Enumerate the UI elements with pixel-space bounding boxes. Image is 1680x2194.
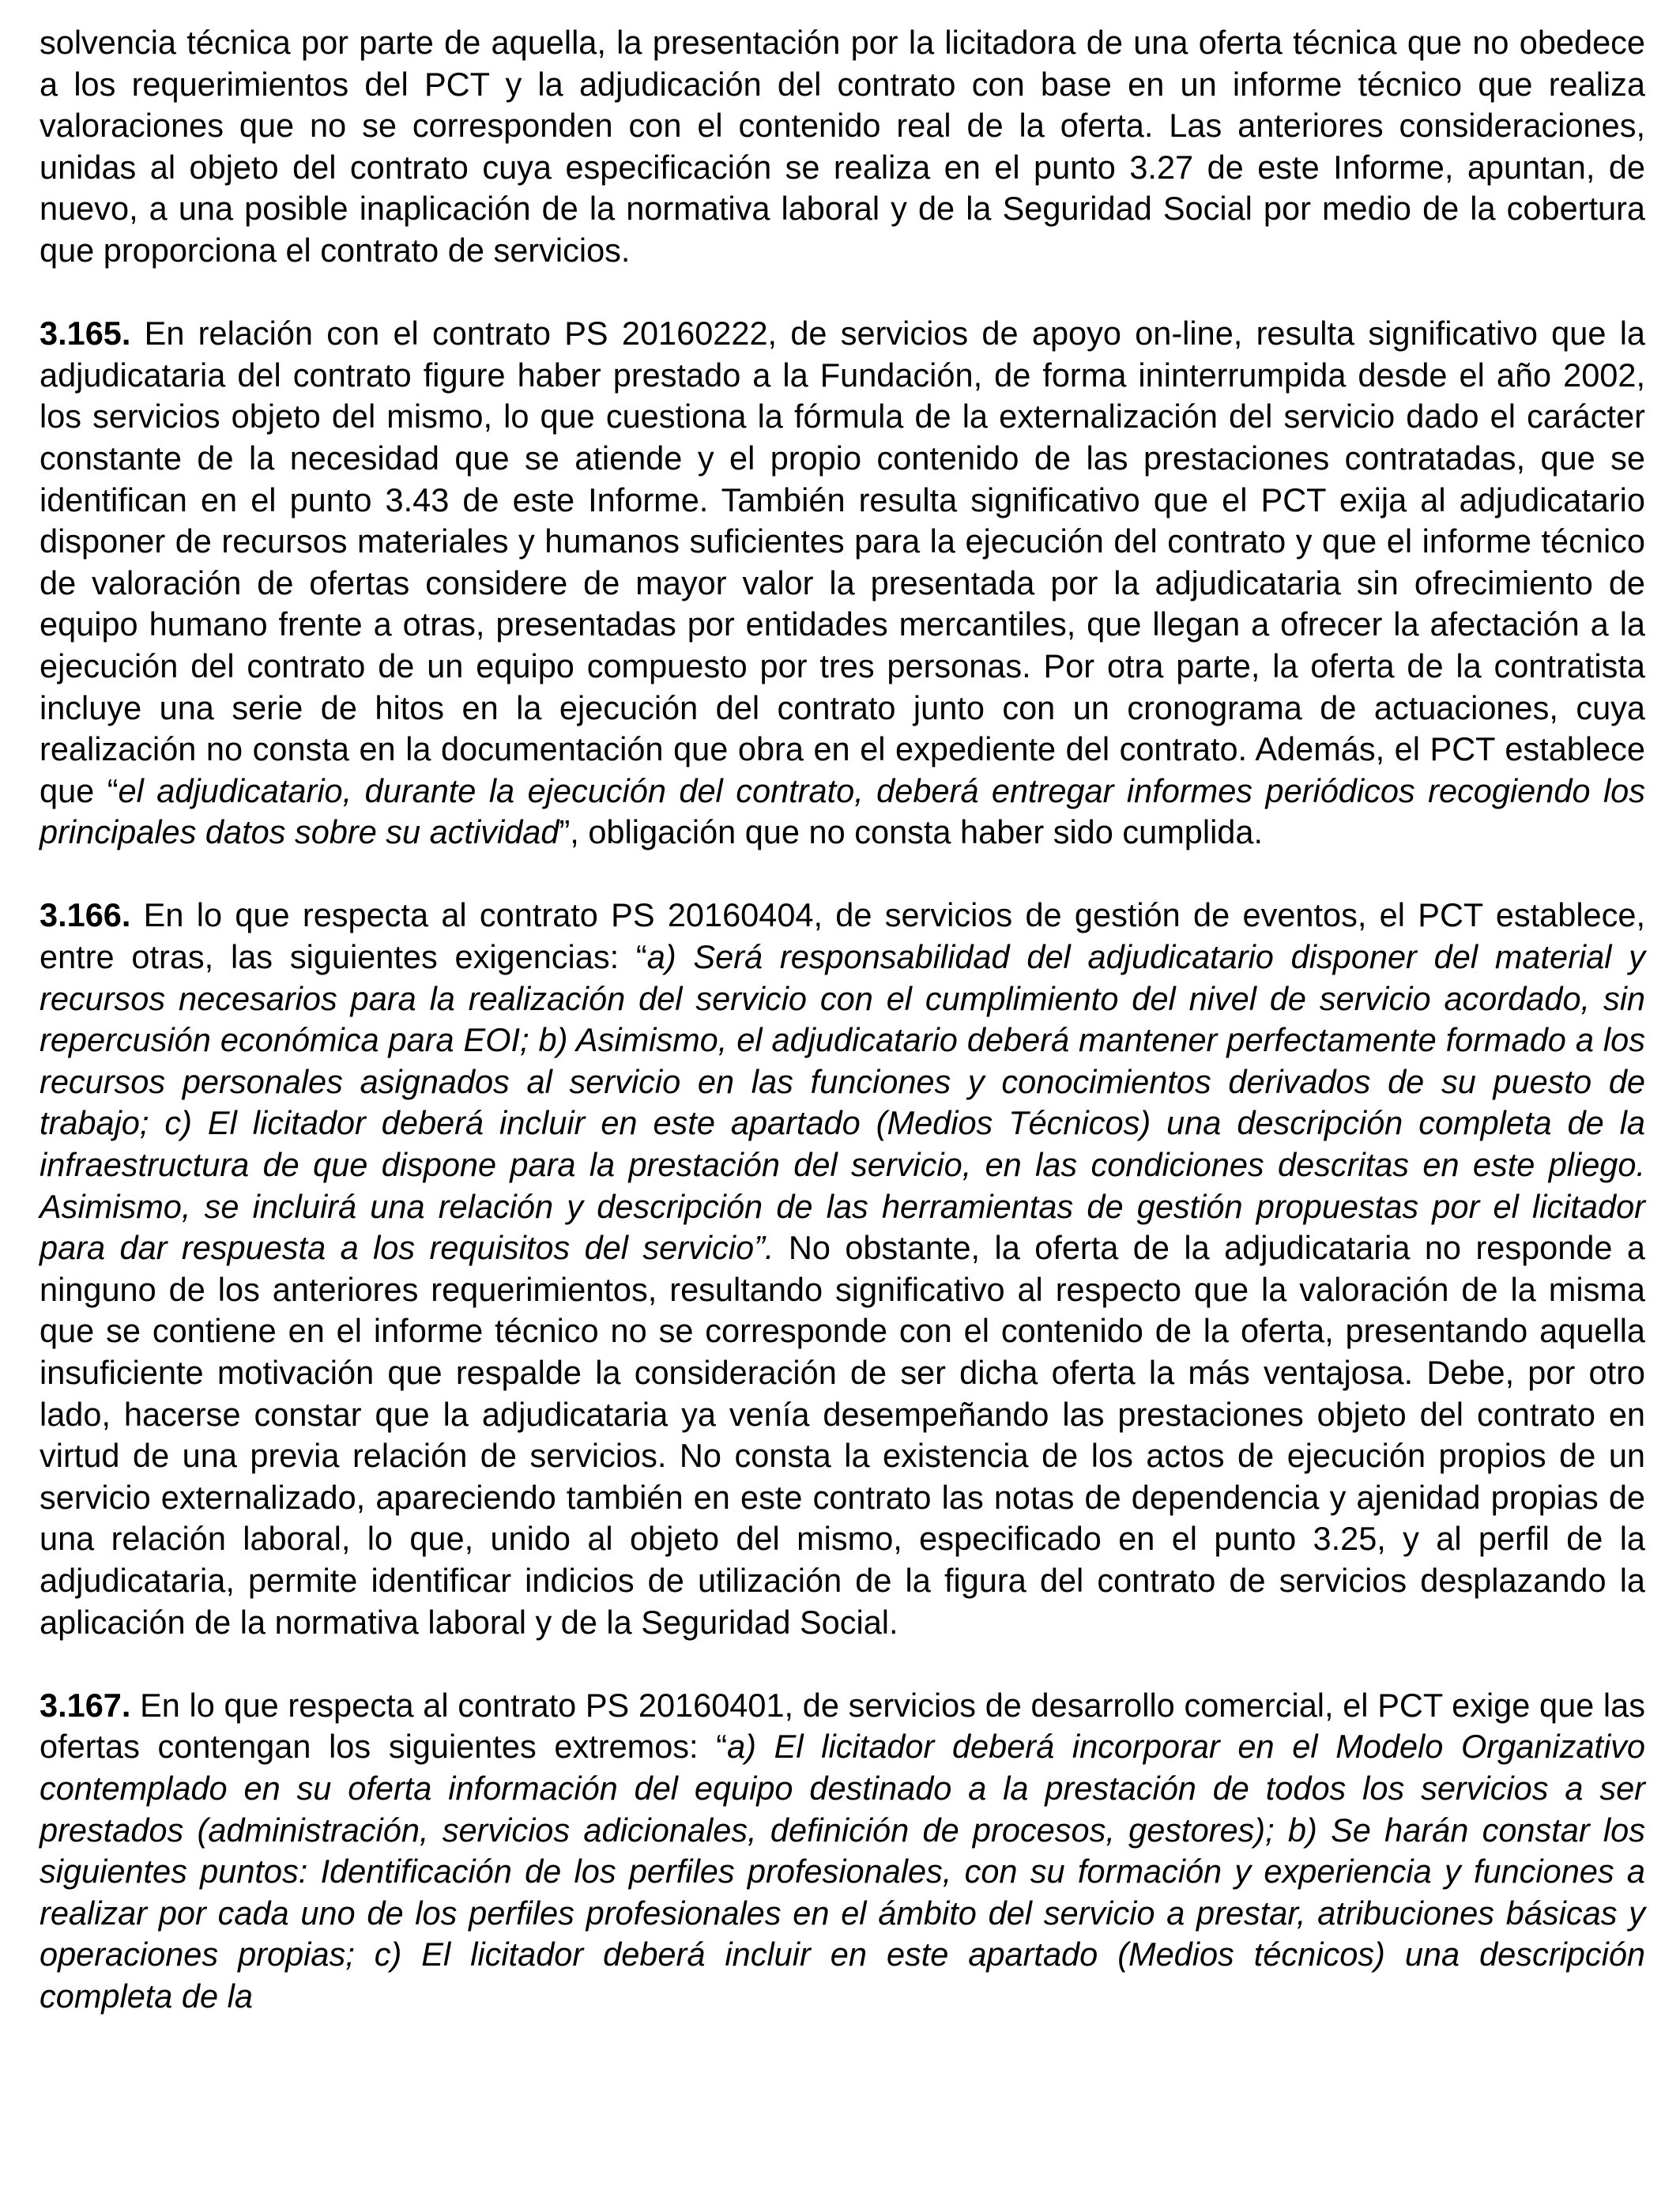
quoted-text: a) Será responsabilidad del adjudicatario disponer del material y recursos necesarios para la realización del servicio con el cumplimiento del nivel de servicio acordado, sin repercusión económica para EOI; b) Asimismo, el adjudicatario deberá mantener perfectamente formado a los recursos personales asignados al servicio en las funciones y conocimientos derivados de su puesto de trabajo; c) El licitador deberá incluir en este apartado (Medios Técnicos) una descripción completa de la infraestructura de que dispone para la prestación del servicio, en las condiciones descritas en este pliego. Asimismo, se incluirá una relación y descripción de las herramientas de gestión propuestas por el licitador para dar respuesta a los requisitos del servicio”.: [40, 938, 1645, 1267]
quoted-text: el adjudicatario, durante la ejecución del contrato, deberá entregar informes periódicos recogiendo los principales datos sobre su actividad: [40, 771, 1645, 851]
paragraph-text: En lo que respecta al contrato PS 20160401, de servicios de desarrollo comercial, el PCT exige que las ofertas contengan los siguientes extremos: “: [40, 1686, 1645, 1766]
paragraph-text: solvencia técnica por parte de aquella, la presentación por la licitadora de una oferta técnica que no obedece a los requerimientos del PCT y la adjudicación del contrato con base en un informe técnico que realiza valoraciones que no se corresponden con el contenido real de la oferta. Las anteriores consideraciones, unidas al objeto del contrato cuya especificación se realiza en el punto 3.27 de este Informe, apuntan, de nuevo, a una posible inaplicación de la normativa laboral y de la Seguridad Social por medio de la cobertura que proporciona el contrato de servicios.: [40, 24, 1645, 269]
paragraph-3-166: [40, 895, 1645, 1643]
paragraph-3-165: [40, 313, 1645, 854]
paragraph-text: ”, obligación que no consta haber sido cumplida.: [559, 813, 1263, 851]
paragraph-continuation: [40, 22, 1645, 272]
quoted-text: a) El licitador deberá incorporar en el Modelo Organizativo contemplado en su oferta información del equipo destinado a la prestación de todos los servicios a ser prestados (administración, servicios adicionales, definición de procesos, gestores); b) Se harán constar los siguientes puntos: Identificación de los perfiles profesionales, con su formación y experiencia y funciones a realizar por cada uno de los perfiles profesionales en el ámbito del servicio a prestar, atribuciones básicas y operaciones propias; c) El licitador deberá incluir en este apartado (Medios técnicos) una descripción completa de la: [40, 1728, 1646, 2015]
paragraph-text: En relación con el contrato PS 20160222, de servicios de apoyo on-line, resulta significativo que la adjudicataria del contrato figure haber prestado a la Fundación, de forma ininterrumpida desde el año 2002, los servicios objeto del mismo, lo que cuestiona la fórmula de la externalización del servicio dado el carácter constante de la necesidad que se atiende y el propio contenido de las prestaciones contratadas, que se identifican en el punto 3.43 de este Informe. También resulta significativo que el PCT exija al adjudicatario disponer de recursos materiales y humanos suficientes para la ejecución del contrato y que el informe técnico de valoración de ofertas considere de mayor valor la presentada por la adjudicataria sin ofrecimiento de equipo humano frente a otras, presentadas por entidades mercantiles, que llegan a ofrecer la afectación a la ejecución del contrato de un equipo compuesto por tres personas. Por otra parte, la oferta de la contratista incluye una serie de hitos en la ejecución del contrato junto con un cronograma de actuaciones, cuya realización no consta en la documentación que obra en el expediente del contrato. Además, el PCT establece que “: [40, 315, 1645, 809]
document-page: [40, 22, 1645, 2059]
paragraph-3-167: [40, 1685, 1645, 2018]
paragraph-number: 3.167.: [40, 1686, 131, 1724]
paragraph-number: 3.165.: [40, 315, 131, 352]
paragraph-text: En lo que respecta al contrato PS 20160404, de servicios de gestión de eventos, el PCT establece, entre otras, las siguientes exigencias: “: [40, 896, 1645, 976]
paragraph-number: 3.166.: [40, 896, 131, 934]
paragraph-text: No obstante, la oferta de la adjudicataria no responde a ninguno de los anteriores requerimientos, resultando significativo al respecto que la valoración de la misma que se contiene en el informe técnico no se corresponde con el contenido de la oferta, presentando aquella insuficiente motivación que respalde la consideración de ser dicha oferta la más ventajosa. Debe, por otro lado, hacerse constar que la adjudicataria ya venía desempeñando las prestaciones objeto del contrato en virtud de una previa relación de servicios. No consta la existencia de los actos de ejecución propios de un servicio externalizado, apareciendo también en este contrato las notas de dependencia y ajenidad propias de una relación laboral, lo que, unido al objeto del mismo, especificado en el punto 3.25, y al perfil de la adjudicataria, permite identificar indicios de utilización de la figura del contrato de servicios desplazando la aplicación de la normativa laboral y de la Seguridad Social.: [40, 1229, 1645, 1641]
